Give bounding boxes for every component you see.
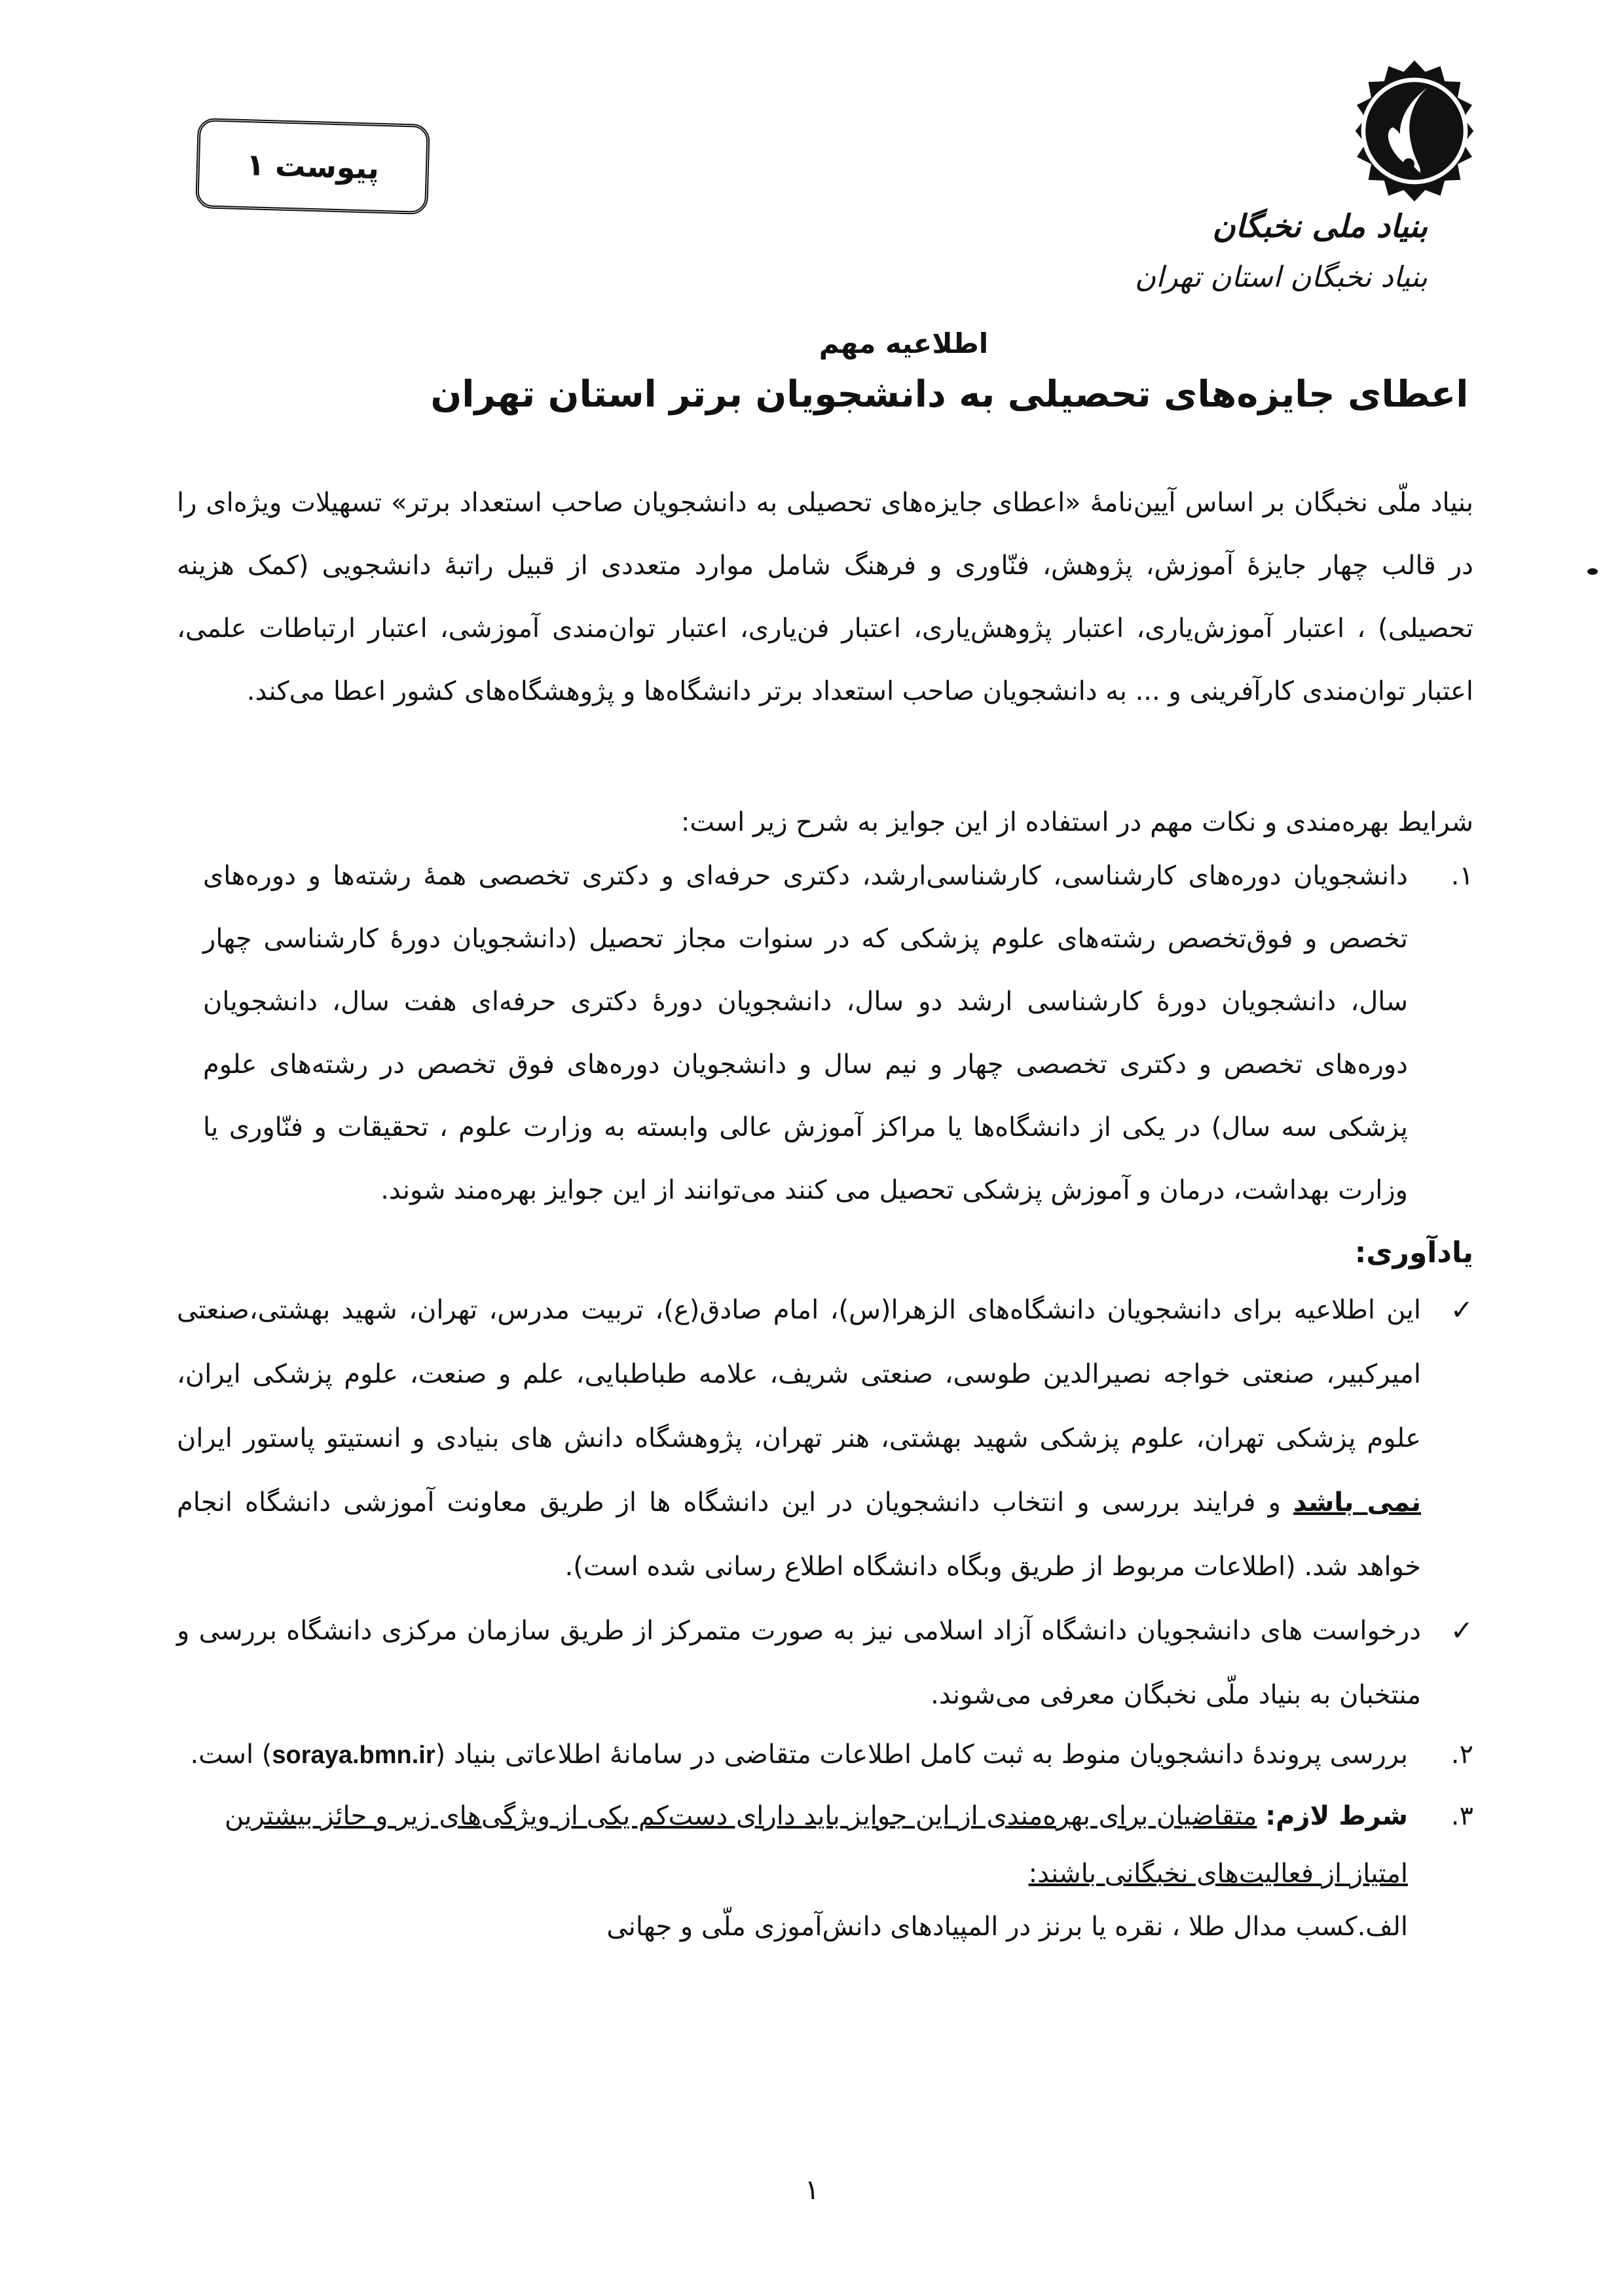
reminder-emphasis: نمی باشد	[1293, 1487, 1421, 1518]
item-number: ۱.	[1450, 861, 1473, 891]
check-icon: ✓	[1450, 1294, 1473, 1326]
reminder-list	[177, 1278, 1473, 1727]
foundation-logo	[1342, 59, 1486, 203]
item-text-after: ) است.	[190, 1740, 272, 1770]
reminder-text: این اطلاعیه برای دانشجویان دانشگاه‌های الزهرا(س)، امام صادق(ع)، تربیت مدرس، تهران، شهید بهشتی،صنعتی امیرکبیر، صنعتی خواجه نصیرالدین طوسی، صنعتی شریف، علامه طباطبایی، علم و صنعت، علوم پزشکی ایران، علوم پزشکی تهران، علوم پزشکی شهید بهشتی، هنر تهران، پژوهشگاه دانش های بنیادی و انستیتو پاستور ایران	[177, 1295, 1421, 1453]
item-text: متقاضیان برای بهره‌مندی از این جوایز باید دارای دست‌کم یکی از ویژگی‌های زیر و حائز بیشترین امتیاز از فعالیت‌های نخبگانی باشند:	[224, 1801, 1408, 1889]
sub-item-a: الف.کسب مدال طلا ، نقره یا برنز در المپیادهای دانش‌آموزی ملّی و جهانی	[606, 1912, 1408, 1942]
reminder-text: درخواست های دانشجویان دانشگاه آزاد اسلامی نیز به صورت متمرکز از طریق سازمان مرکزی دانشگاه بررسی و منتخبان به بنیاد ملّی نخبگان معرفی می‌شوند.	[177, 1616, 1421, 1710]
reminder-item	[177, 1278, 1473, 1599]
condition-item-3	[177, 1787, 1473, 1903]
scan-mark	[1587, 568, 1598, 575]
reminder-item	[177, 1599, 1473, 1727]
conditions-intro: شرایط بهره‌مندی و نکات مهم در استفاده از این جوایز به شرح زیر است:	[680, 807, 1473, 837]
condition-item-1	[203, 845, 1473, 1222]
condition-item-2	[177, 1728, 1473, 1781]
org-name-tehran: بنیاد نخبگان استان تهران	[1134, 261, 1428, 294]
requirement-label: شرط لازم:	[1265, 1801, 1408, 1831]
item-text: بررسی پروندۀ دانشجویان منوط به ثبت کامل اطلاعات متقاضی در سامانۀ اطلاعاتی بنیاد (	[435, 1740, 1408, 1770]
logo-emblem-icon	[1342, 59, 1486, 203]
intro-paragraph: بنیاد ملّی نخبگان بر اساس آیین‌نامۀ «اعطای جایزه‌های تحصیلی به دانشجویان صاحب استعداد برتر» تسهیلات ویژه‌ای را در قالب چهار جایزۀ آموزش، پژوهش، فنّاوری و فرهنگ شامل موارد متعددی از قبیل راتبۀ دانشجویی (کمک هزینه تحصیلی) ، اعتبار آموزش‌یاری، اعتبار پژوهش‌یاری، اعتبار فن‌یاری، اعتبار توان‌مندی آموزشی، اعتبار ارتباطات علمی، اعتبار توان‌مندی کارآفرینی و ... به دانشجویان صاحب استعداد برتر دانشگاه‌ها و پژوهشگاه‌های کشور اعطا می‌کند.	[177, 488, 1473, 706]
attachment-label-box	[195, 118, 430, 215]
page-number: ۱	[804, 2174, 820, 2206]
reminder-text-after: و فرایند بررسی و انتخاب دانشجویان در این دانشگاه ها از طریق معاونت آموزشی دانشگاه انجام خواهد شد. (اطلاعات مربوط از طریق وبگاه دانشگاه اطلاع رسانی شده است).	[177, 1487, 1421, 1582]
notice-title: اطلاعیه مهم	[819, 327, 989, 359]
attachment-label: پیوست ۱	[246, 147, 380, 186]
item-text: دانشجویان دوره‌های کارشناسی، کارشناسی‌ارشد، دکتری حرفه‌ای و دکتری تخصصی همۀ رشته‌ها و دوره‌های تخصص و فوق‌تخصص رشته‌های علوم پزشکی که در سنوات مجاز تحصیل (دانشجویان دورۀ کارشناسی چهار سال، دانشجویان دورۀ کارشناسی ارشد دو سال، دانشجویان دورۀ دکتری حرفه‌ای هفت سال، دانشجویان دوره‌های تخصص و دکتری تخصصی چهار و نیم سال و دانشجویان دوره‌های فوق تخصص در رشته‌های علوم پزشکی سه سال) در یکی از دانشگاه‌ها یا مراکز آموزش عالی وابسته به وزارت علوم ، تحقیقات و فنّاوری یا وزارت بهداشت، درمان و آموزش پزشکی تحصیل می کنند می‌توانند از این جوایز بهره‌مند شوند.	[203, 861, 1408, 1205]
reminder-heading: یادآوری:	[1354, 1236, 1473, 1269]
main-title: اعطای جایزه‌های تحصیلی به دانشجویان برتر استان تهران	[430, 373, 1469, 416]
item-number: ۲.	[1450, 1740, 1473, 1770]
org-name-national: بنیاد ملی نخبگان	[1212, 208, 1428, 245]
check-icon: ✓	[1450, 1614, 1473, 1647]
item-number: ۳.	[1450, 1801, 1473, 1831]
system-url-link[interactable]: soraya.bmn.ir	[272, 1741, 435, 1769]
